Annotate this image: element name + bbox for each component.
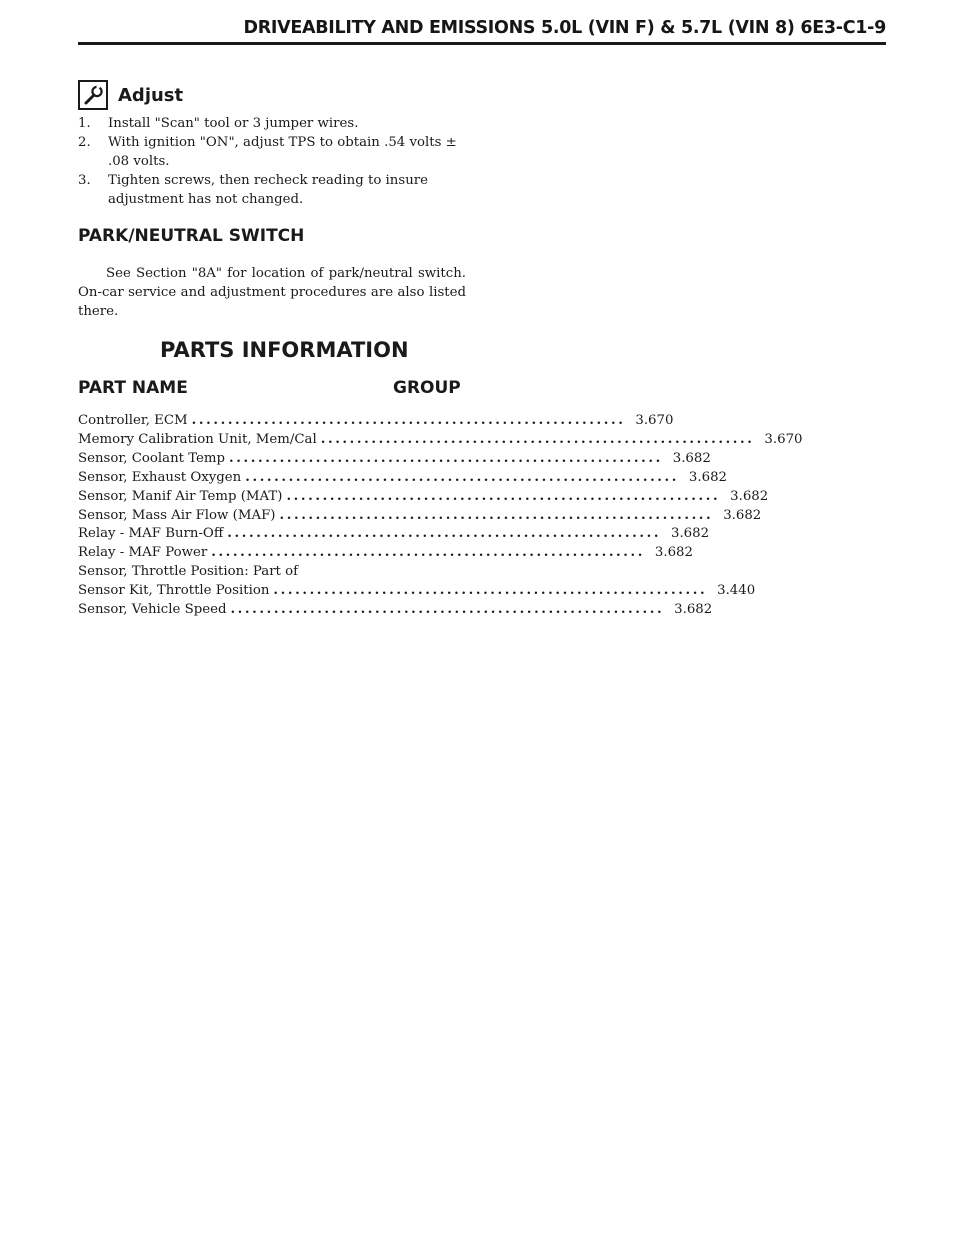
part-name: Relay - MAF Burn-Off (78, 526, 224, 542)
part-group: 3.682 (730, 488, 769, 504)
part-row (78, 450, 711, 469)
part-row (78, 601, 713, 620)
part-name: Sensor Kit, Throttle Position (78, 583, 270, 599)
parts-list (78, 412, 803, 620)
part-name: Memory Calibration Unit, Mem/Cal (78, 431, 317, 447)
part-row (78, 507, 762, 526)
part-name-column-header: PART NAME (78, 378, 188, 398)
page-header-title: DRIVEABILITY AND EMISSIONS 5.0L (VIN F) & 5.7L (VIN 8) 6E3-C1-9 (243, 18, 886, 38)
parts-information-heading: PARTS INFORMATION (160, 338, 409, 362)
leader-dots: ............................................................ (229, 450, 663, 466)
wrench-icon (78, 80, 108, 110)
part-group: 3.670 (635, 413, 674, 428)
leader-dots: ............................................................ (279, 507, 714, 523)
adjust-steps (78, 114, 468, 209)
leader-dots: ............................................................ (320, 431, 755, 447)
part-group: 3.670 (764, 431, 803, 447)
park-neutral-paragraph: See Section "8A" for location of park/neutral switch. On-car service and adjustment procedures are also listed there. (78, 266, 466, 319)
adjust-heading (78, 80, 183, 110)
park-neutral-heading: PARK/NEUTRAL SWITCH (78, 226, 305, 246)
part-row (78, 563, 452, 582)
group-column-header: GROUP (393, 378, 461, 398)
leader-dots: ............................................................ (245, 469, 679, 485)
adjust-title: Adjust (118, 84, 184, 106)
leader-dots: ............................................................ (211, 545, 645, 561)
part-name: Sensor, Manif Air Temp (MAT) (78, 488, 283, 504)
part-name: Sensor, Throttle Position: Part of (78, 564, 299, 580)
step-text: With ignition "ON", adjust TPS to obtain .54 volts ± .08 volts. (108, 135, 457, 169)
header-rule (78, 42, 886, 45)
part-row (78, 544, 693, 563)
part-row (78, 525, 710, 544)
step-text: Install "Scan" tool or 3 jumper wires. (108, 116, 359, 131)
part-row (78, 469, 727, 488)
part-name: Sensor, Coolant Temp (78, 450, 226, 466)
adjust-step (78, 171, 468, 209)
part-group: 3.682 (688, 469, 727, 485)
leader-dots: ............................................................ (230, 602, 665, 618)
part-group: 3.440 (717, 583, 756, 599)
part-name: Sensor, Vehicle Speed (78, 602, 227, 618)
leader-dots: ............................................................ (191, 413, 626, 428)
step-number: 3. (78, 173, 91, 188)
step-number: 2. (78, 135, 91, 150)
leader-dots: ............................................................ (286, 488, 721, 504)
part-group: 3.682 (674, 602, 713, 618)
part-group: 3.682 (723, 507, 762, 523)
part-group: 3.682 (672, 450, 711, 466)
part-name: Controller, ECM (78, 413, 188, 428)
leader-dots: ............................................................ (273, 583, 708, 599)
part-row (78, 412, 674, 431)
part-name: Sensor, Mass Air Flow (MAF) (78, 507, 276, 523)
step-text: Tighten screws, then recheck reading to insure adjustment has not changed. (108, 173, 428, 207)
part-row (78, 582, 756, 601)
part-row (78, 431, 803, 450)
step-number: 1. (78, 116, 91, 131)
part-name: Relay - MAF Power (78, 545, 208, 561)
part-group: 3.682 (654, 545, 693, 561)
adjust-step (78, 133, 468, 171)
part-group: 3.682 (670, 526, 710, 542)
part-name: Sensor, Exhaust Oxygen (78, 469, 242, 485)
adjust-step (78, 114, 468, 133)
part-row (78, 488, 769, 507)
leader-dots: ............................................................ (227, 526, 662, 542)
